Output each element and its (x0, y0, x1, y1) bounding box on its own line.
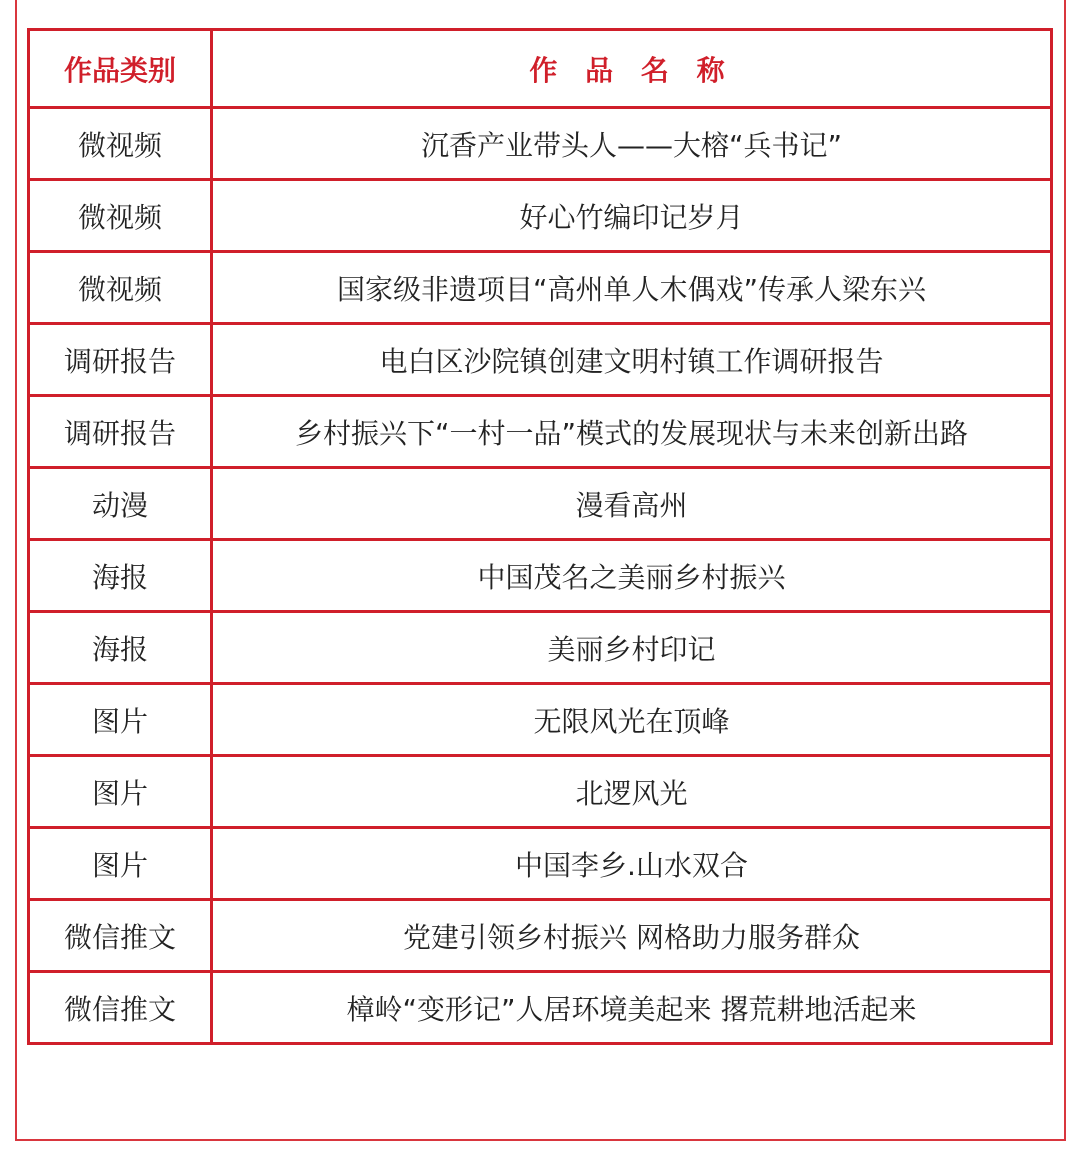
table-row (29, 828, 1052, 900)
cell-work-name: 北逻风光 (212, 756, 1052, 828)
table-row (29, 900, 1052, 972)
cell-work-name: 电白区沙院镇创建文明村镇工作调研报告 (212, 324, 1052, 396)
cell-category: 微信推文 (29, 900, 212, 972)
table-row (29, 396, 1052, 468)
cell-category: 图片 (29, 828, 212, 900)
cell-work-name: 党建引领乡村振兴 网格助力服务群众 (212, 900, 1052, 972)
cell-work-name: 樟岭“变形记”人居环境美起来 撂荒耕地活起来 (212, 972, 1052, 1044)
cell-work-name: 美丽乡村印记 (212, 612, 1052, 684)
cell-category: 微视频 (29, 180, 212, 252)
table-row (29, 972, 1052, 1044)
works-table (27, 28, 1053, 1045)
cell-work-name: 国家级非遗项目“高州单人木偶戏”传承人梁东兴 (212, 252, 1052, 324)
table-row (29, 108, 1052, 180)
cell-category: 图片 (29, 756, 212, 828)
cell-category: 调研报告 (29, 324, 212, 396)
table-row (29, 540, 1052, 612)
cell-work-name: 中国李乡.山水双合 (212, 828, 1052, 900)
cell-work-name: 好心竹编印记岁月 (212, 180, 1052, 252)
table-row (29, 468, 1052, 540)
cell-category: 微视频 (29, 108, 212, 180)
cell-category: 动漫 (29, 468, 212, 540)
cell-category: 微信推文 (29, 972, 212, 1044)
cell-work-name: 漫看高州 (212, 468, 1052, 540)
table-row (29, 756, 1052, 828)
cell-category: 海报 (29, 540, 212, 612)
header-work-name: 作 品 名 称 (212, 30, 1052, 108)
table-row (29, 180, 1052, 252)
cell-work-name: 乡村振兴下“一村一品”模式的发展现状与未来创新出路 (212, 396, 1052, 468)
table-row (29, 252, 1052, 324)
cell-category: 图片 (29, 684, 212, 756)
cell-category: 海报 (29, 612, 212, 684)
table-header-row (29, 30, 1052, 108)
cell-work-name: 无限风光在顶峰 (212, 684, 1052, 756)
cell-category: 调研报告 (29, 396, 212, 468)
table-row (29, 324, 1052, 396)
table-row (29, 612, 1052, 684)
cell-work-name: 中国茂名之美丽乡村振兴 (212, 540, 1052, 612)
cell-work-name: 沉香产业带头人——大榕“兵书记” (212, 108, 1052, 180)
header-category: 作品类别 (29, 30, 212, 108)
table-row (29, 684, 1052, 756)
cell-category: 微视频 (29, 252, 212, 324)
